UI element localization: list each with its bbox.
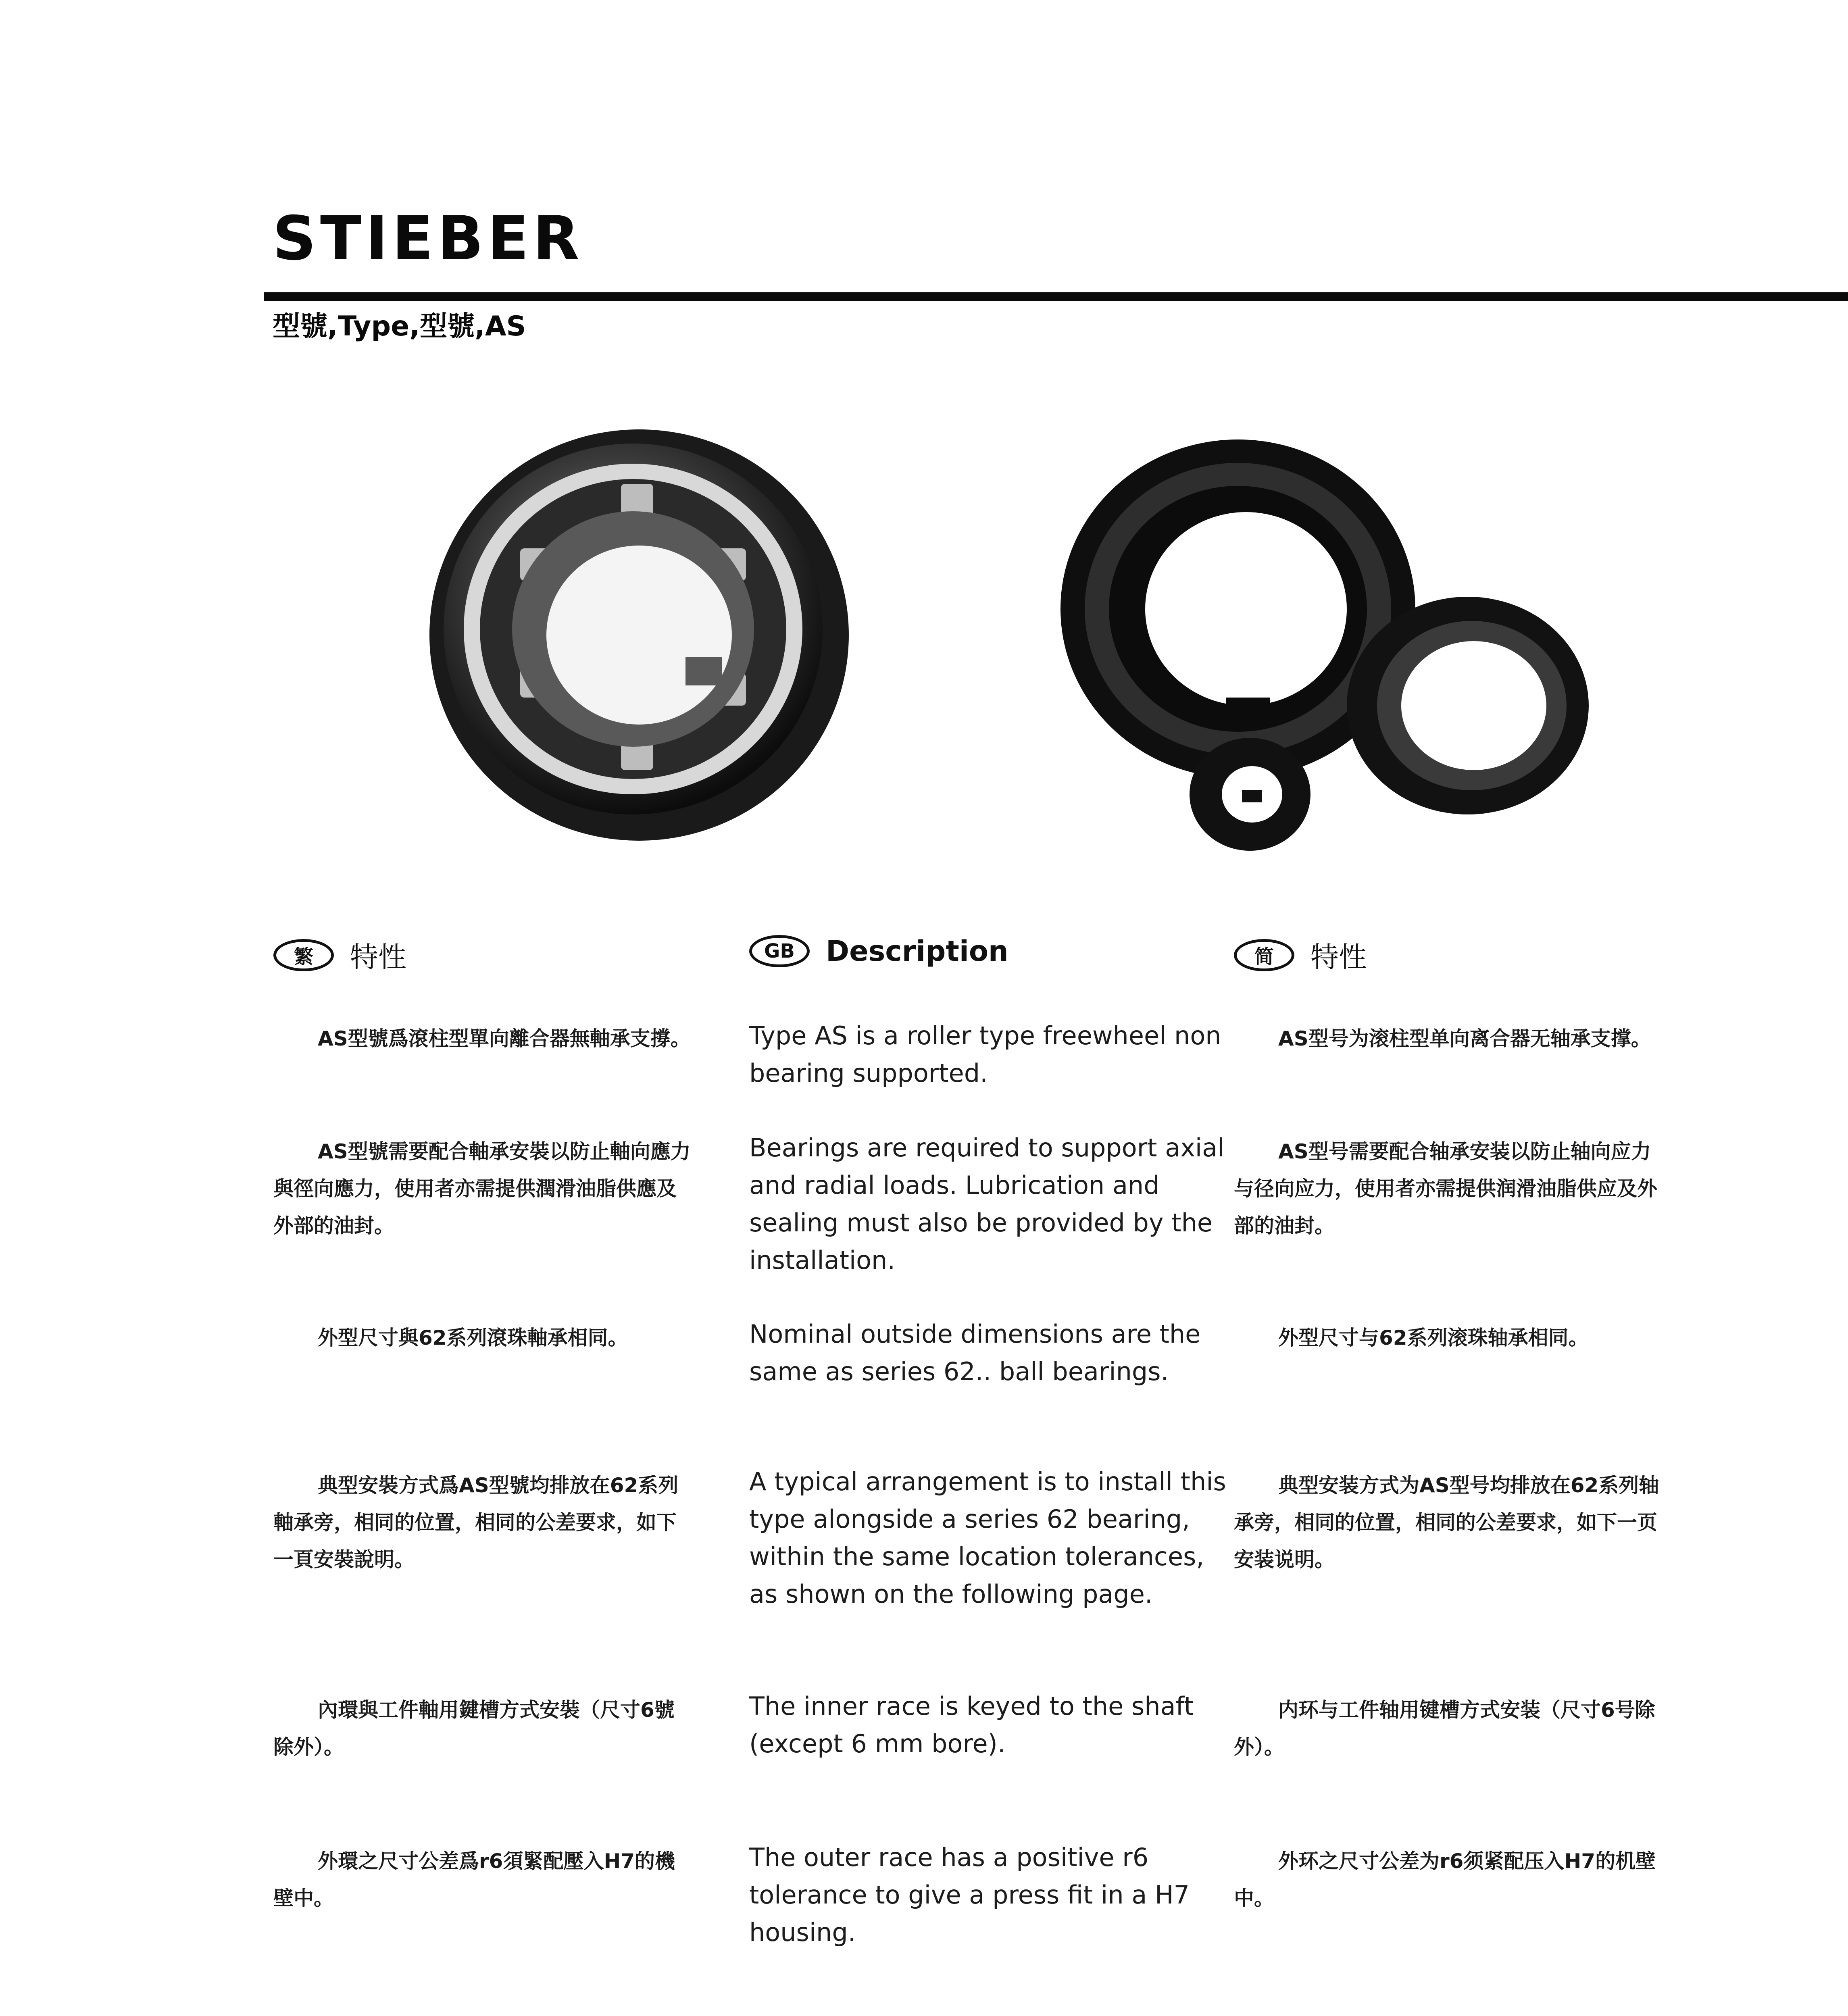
row-2-traditional: AS型號需要配合軸承安裝以防止軸向應力與徑向應力，使用者亦需提供潤滑油脂供應及外部的油封。	[273, 1140, 691, 1237]
freewheel-photo-right	[1036, 419, 1601, 879]
column-title: 特性	[1310, 941, 1367, 974]
row-2-english: Bearings are required to support axial and radial loads. Lubrication and sealing must also be provided by the installation.	[749, 1133, 1225, 1275]
row-6-simplified: 外环之尺寸公差为r6须紧配压入H7的机壁中。	[1234, 1849, 1656, 1910]
column-heading-simplified	[1234, 935, 1367, 975]
row-4-simplified: 典型安装方式为AS型号均排放在62系列轴承旁，相同的位置，相同的公差要求，如下一页安装说明。	[1234, 1474, 1659, 1571]
row-6-traditional: 外環之尺寸公差爲r6須緊配壓入H7的機壁中。	[273, 1849, 675, 1910]
column-heading-traditional	[273, 935, 406, 975]
row-5-english: The inner race is keyed to the shaft (except 6 mm bore).	[749, 1691, 1194, 1758]
row-3-english: Nominal outside dimensions are the same as series 62.. ball bearings.	[749, 1319, 1201, 1386]
row-5-traditional: 內環與工件軸用鍵槽方式安裝（尺寸6號除外）。	[273, 1698, 675, 1759]
row-1-traditional: AS型號爲滾柱型單向離合器無軸承支撐。	[318, 1027, 691, 1050]
column-title: 特性	[350, 941, 406, 974]
row-5-simplified: 内环与工件轴用键槽方式安装（尺寸6号除外）。	[1234, 1698, 1655, 1759]
brand-logo: STIEBER	[273, 204, 583, 274]
row-1-simplified: AS型号为滚柱型单向离合器无轴承支撑。	[1278, 1027, 1651, 1050]
type-label: 型號,Type,型號,AS	[273, 310, 526, 342]
simplified-chinese-badge: 简	[1234, 939, 1294, 971]
row-3-simplified: 外型尺寸与62系列滚珠轴承相同。	[1278, 1326, 1589, 1350]
row-6-english: The outer race has a positive r6 tolerance to give a press fit in a H7 housing.	[749, 1843, 1190, 1947]
row-4-english: A typical arrangement is to install this type alongside a series 62 bearing, within the same location tolerances, as shown on the following page.	[749, 1467, 1226, 1609]
header-rule	[264, 292, 1848, 301]
row-4-traditional: 典型安裝方式爲AS型號均排放在62系列軸承旁，相同的位置，相同的公差要求，如下一頁安裝說明。	[273, 1474, 679, 1571]
traditional-chinese-badge: 繁	[273, 939, 334, 971]
column-title: Description	[826, 935, 1008, 968]
row-1-english: Type AS is a roller type freewheel non bearing supported.	[749, 1021, 1221, 1088]
column-heading-english	[749, 935, 1008, 968]
gb-badge: GB	[749, 935, 810, 967]
row-3-traditional: 外型尺寸與62系列滾珠軸承相同。	[318, 1326, 628, 1350]
freewheel-photo-left	[419, 415, 855, 851]
row-2-simplified: AS型号需要配合轴承安装以防止轴向应力与径向应力，使用者亦需提供润滑油脂供应及外部的油封。	[1234, 1140, 1657, 1237]
